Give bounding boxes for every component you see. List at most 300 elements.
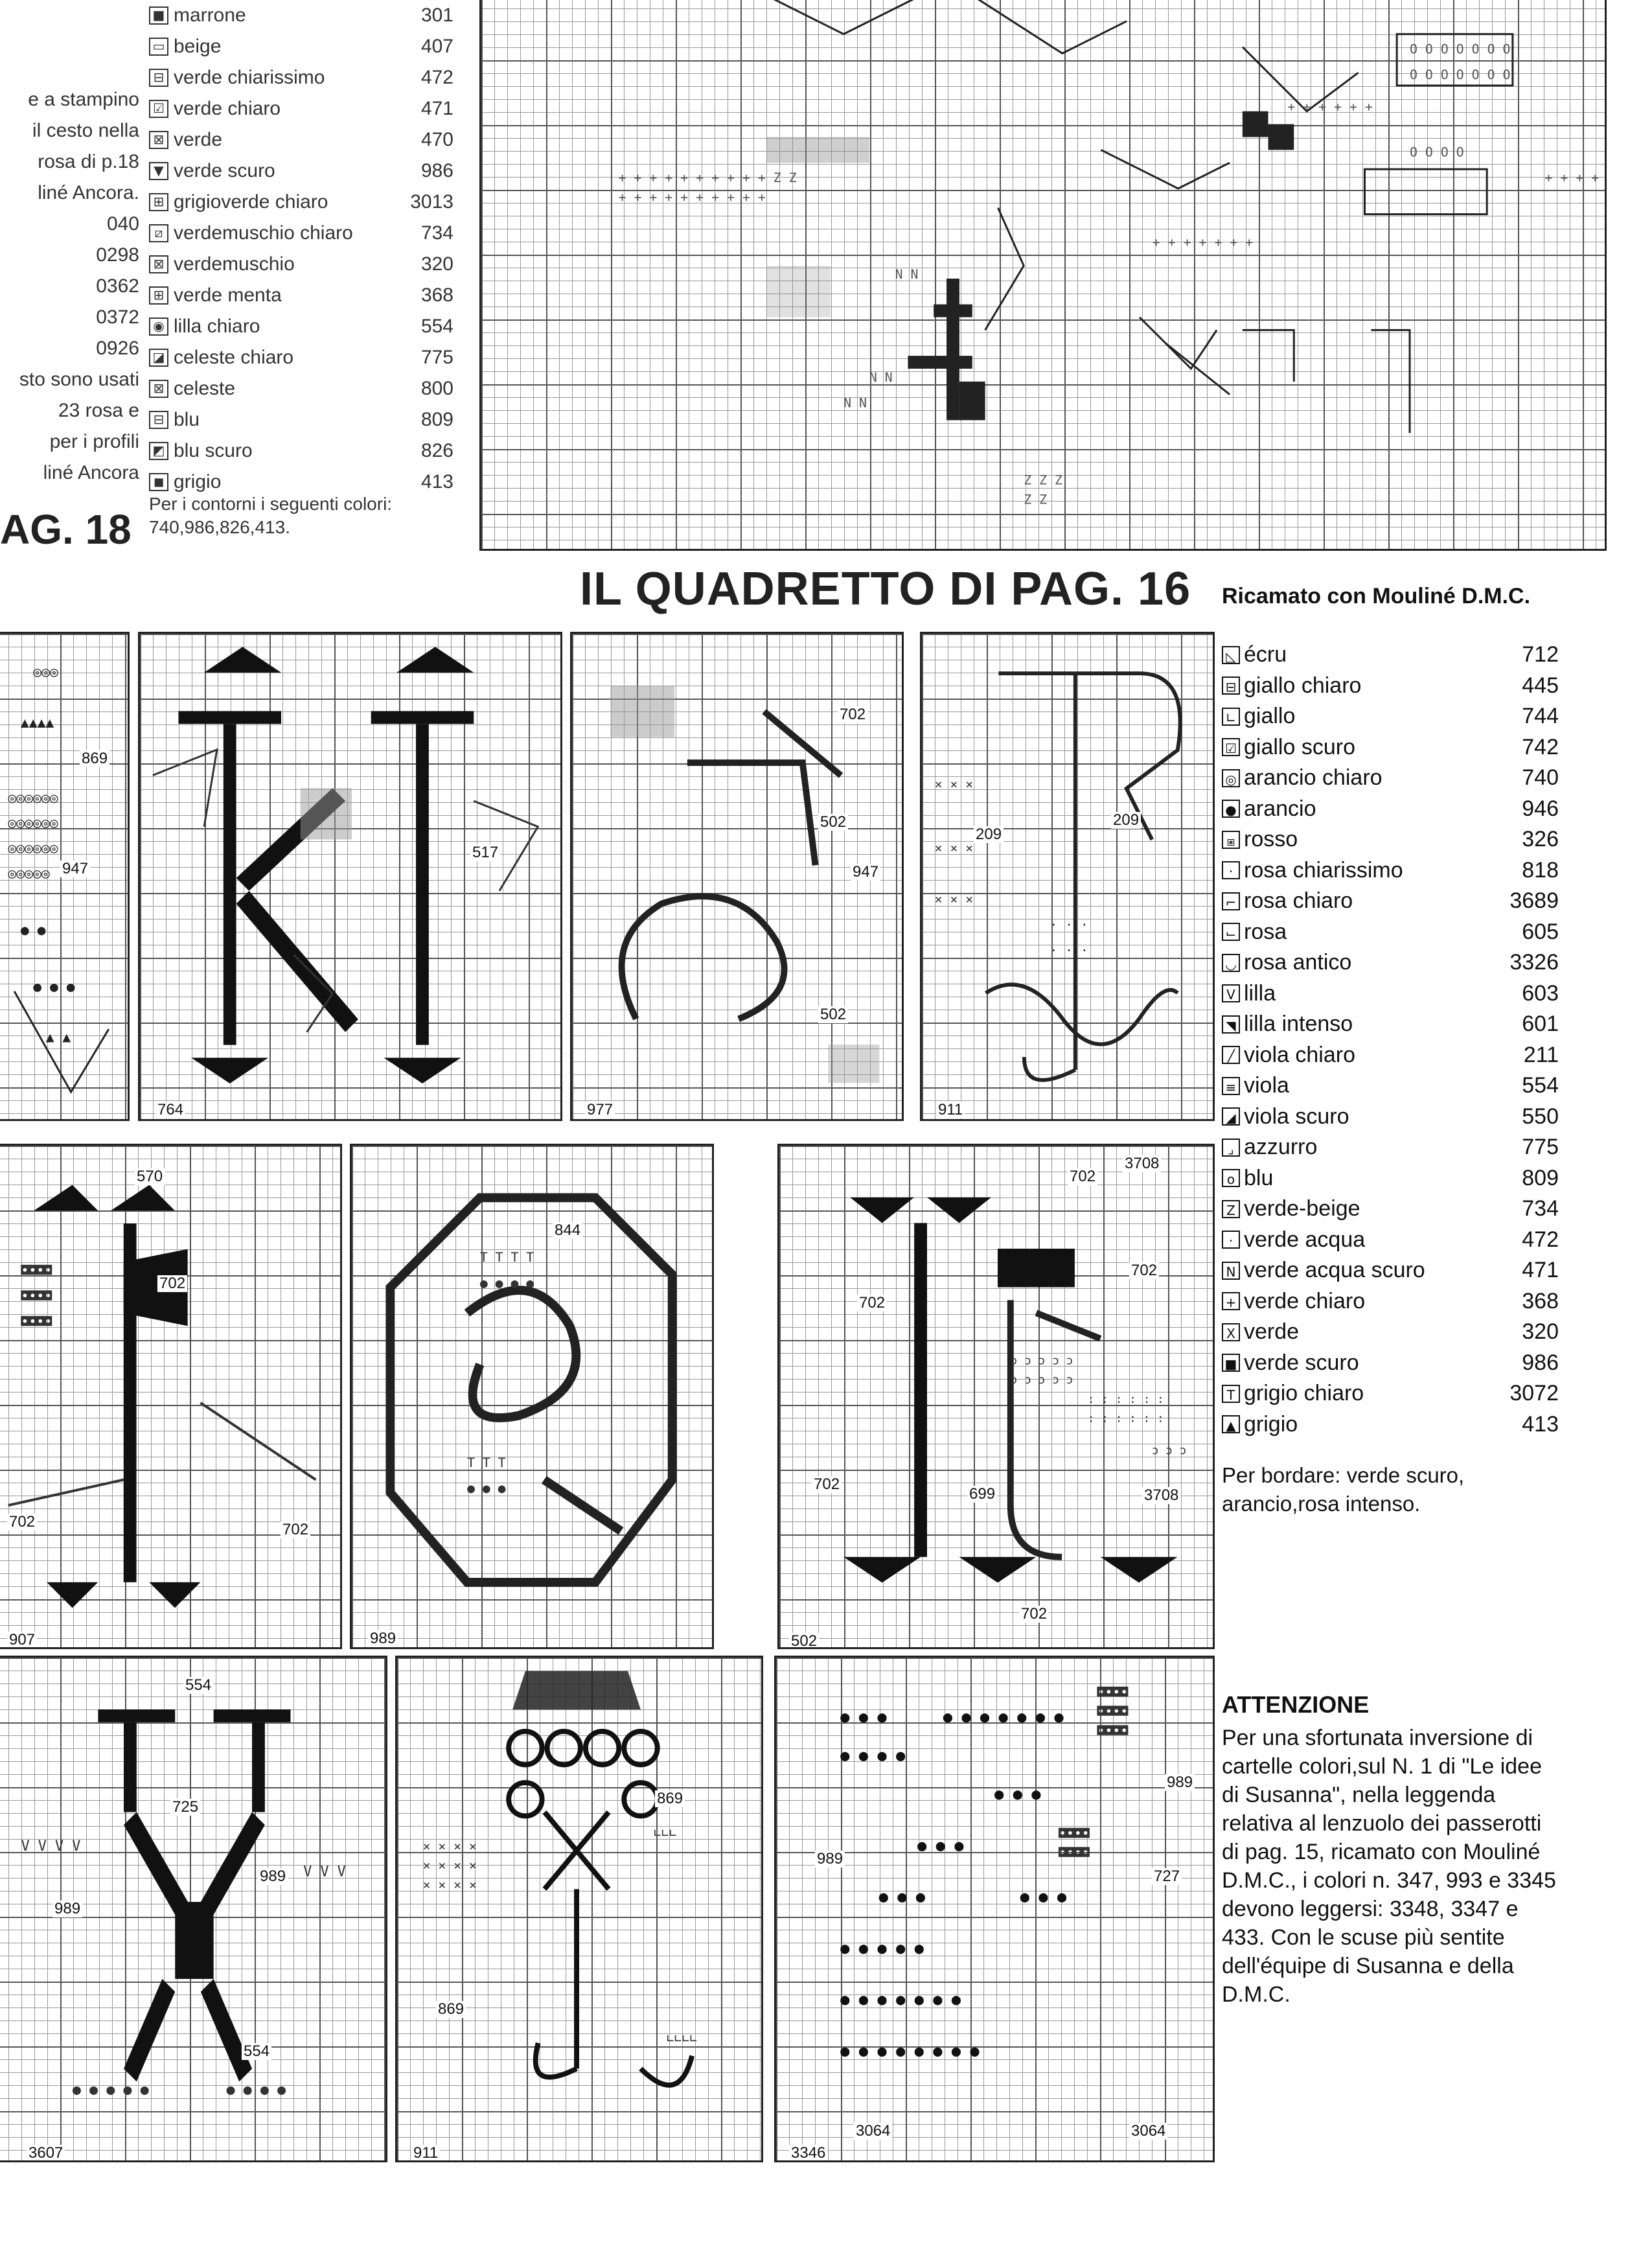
legend-color-name: verde chiarissimo — [174, 67, 325, 88]
svg-text:ɔ ɔ ɔ ɔ ɔ: ɔ ɔ ɔ ɔ ɔ — [1010, 1354, 1073, 1368]
legend-symbol-icon: ☑ — [149, 100, 168, 118]
chart-label: 517 — [470, 844, 500, 861]
legend-color-name: giallo scuro — [1244, 734, 1355, 759]
chart-label: 702 — [1068, 1168, 1097, 1185]
legend-color-number: 712 — [1522, 642, 1559, 667]
notice-title: ATTENZIONE — [1222, 1691, 1370, 1718]
legend-symbol-icon: V — [1222, 984, 1240, 1002]
svg-text:∟∟∟∟: ∟∟∟∟ — [666, 2031, 698, 2046]
svg-text:● ● ●: ● ● ● — [840, 1707, 887, 1726]
chart-label: 502 — [818, 1006, 848, 1023]
chart-label: 725 — [170, 1799, 200, 1816]
legend-color-name: giallo chiaro — [1244, 673, 1362, 698]
svg-text:: : : : : :: : : : : : : — [1087, 1392, 1164, 1406]
svg-text:O O O O: O O O O — [1410, 145, 1464, 160]
svg-text:● ● ●: ● ● ● — [917, 1836, 964, 1855]
legend-color-name: grigio — [174, 471, 222, 492]
left-fragment-line: rosa di p.18 — [38, 151, 139, 172]
legend-symbol-icon: ◉ — [149, 318, 168, 336]
legend-color-name: beige — [174, 36, 222, 57]
svg-text:× × × ×: × × × × — [422, 1838, 477, 1854]
legend-color-number: 368 — [420, 284, 453, 306]
legend-color-number: 368 — [1522, 1288, 1559, 1313]
svg-text:O O O O O O O: O O O O O O O — [1410, 41, 1511, 57]
legend-color-name: verde acqua — [1244, 1227, 1366, 1252]
chart-row1-d — [920, 632, 1215, 1121]
legend-color-number: 809 — [420, 409, 453, 430]
legend-symbol-icon: ⧄ — [149, 224, 168, 242]
legend-row — [1222, 947, 1559, 978]
svg-text:● ● ● ●: ● ● ● ● — [479, 1275, 534, 1291]
notice-body: Per una sfortunata inversione di cartelle colori,sul N. 1 di "Le idee di Susanna", nella leggenda relativa al lenzuolo dei passerotti di pag. 15, ricamato con Mouliné D.M.C., i colori n. 347, 993 e 3345 devono leggersi: 3348, 3347 e 433. Con le scuse più sentite dell'équipe di Susanna e della D.M.C. — [1222, 1726, 1556, 2007]
legend-row — [149, 373, 453, 404]
chart-row3-z-motif — [776, 1658, 1213, 2160]
right-legend-heading: Ricamato con Mouliné D.M.C. — [1222, 584, 1531, 608]
legend-color-number: 471 — [420, 98, 453, 119]
legend-color-name: lilla — [1244, 980, 1276, 1006]
legend-row — [1222, 701, 1559, 732]
svg-text:T T T T: T T T T — [479, 1250, 534, 1266]
chart-row1-g — [570, 632, 904, 1121]
svg-text:× × ×: × × × — [934, 892, 974, 907]
legend-symbol-icon: ⌙ — [1222, 923, 1240, 941]
legend-color-name: verde — [1244, 1319, 1300, 1345]
chart-label: 570 — [135, 1168, 165, 1185]
legend-symbol-icon: ◥ — [1222, 1015, 1240, 1034]
left-fragment-line: liné Ancora — [43, 462, 139, 483]
legend-row — [1222, 1194, 1559, 1225]
left-fragment-line: il cesto nella — [32, 120, 139, 141]
chart-row2-left — [0, 1144, 342, 1649]
legend-color-number: 554 — [1522, 1073, 1559, 1098]
chart-row1-d-motif — [922, 634, 1213, 1119]
chart-label: 702 — [1129, 1262, 1159, 1279]
left-fragment-line: 0298 — [96, 244, 139, 266]
legend-color-number: 470 — [420, 129, 453, 150]
legend-color-number: 603 — [1522, 980, 1559, 1006]
svg-text:N N: N N — [895, 266, 919, 282]
legend-color-number: 742 — [1522, 734, 1559, 759]
svg-text:N N: N N — [869, 369, 893, 385]
svg-text:O O O O O O O: O O O O O O O — [1410, 67, 1511, 83]
legend-color-number: 800 — [420, 378, 453, 399]
legend-symbol-icon: ⊞ — [149, 193, 168, 211]
chart-label: 702 — [7, 1514, 37, 1531]
legend-symbol-icon: ■ — [1222, 1354, 1240, 1372]
legend-color-number: 775 — [1522, 1135, 1559, 1160]
legend-symbol-icon: ⊠ — [149, 131, 168, 149]
chart-row3-t — [395, 1656, 763, 2162]
svg-text:T T T: T T T — [467, 1455, 506, 1470]
svg-text:◘◘◘◘: ◘◘◘◘ — [21, 1288, 52, 1304]
chart-label: 3708 — [1142, 1487, 1180, 1504]
legend-row — [1222, 917, 1559, 948]
left-fragment-line: per i profili — [49, 431, 139, 452]
legend-color-name: verde-beige — [1244, 1196, 1360, 1221]
legend-color-name: arancio chiaro — [1244, 765, 1382, 791]
svg-text:◘◘◘◘: ◘◘◘◘ — [1097, 1723, 1129, 1739]
chart-label: 3064 — [854, 2123, 892, 2140]
legend-row — [1222, 671, 1559, 702]
legend-row — [149, 124, 453, 156]
legend-color-number: 413 — [1522, 1411, 1559, 1437]
svg-text:◎◎◎: ◎◎◎ — [33, 664, 58, 681]
chart-label: 3607 — [27, 2145, 65, 2162]
chart-row3-t-motif — [397, 1658, 761, 2160]
legend-color-name: grigioverde chiaro — [174, 191, 328, 213]
svg-text:◘◘◘◘: ◘◘◘◘ — [1059, 1825, 1090, 1841]
legend-symbol-icon: N — [1222, 1262, 1240, 1280]
legend-row — [149, 31, 453, 62]
chart-label: 702 — [812, 1476, 842, 1493]
svg-text:× × ×: × × × — [934, 840, 974, 856]
chart-label: 702 — [281, 1521, 310, 1538]
legend-symbol-icon: ◼ — [149, 473, 168, 491]
chart-row2-j — [777, 1144, 1215, 1649]
legend-row — [1222, 1040, 1559, 1071]
legend-color-number: 744 — [1522, 704, 1559, 729]
svg-text:● ●: ● ● — [20, 922, 46, 939]
chart-row2-o-motif — [352, 1146, 712, 1647]
legend-color-number: 986 — [1522, 1350, 1559, 1375]
legend-symbol-icon: ⊠ — [149, 255, 168, 273]
legend-color-number: 3072 — [1509, 1381, 1559, 1406]
chart-label: 844 — [553, 1222, 582, 1239]
svg-text:◎◎◎◎◎◎: ◎◎◎◎◎◎ — [8, 815, 58, 832]
svg-text:▲ ▲: ▲ ▲ — [45, 1029, 71, 1046]
legend-color-number: 734 — [420, 222, 453, 244]
legend-symbol-icon: + — [1222, 1292, 1240, 1310]
left-fragment-line: 0362 — [96, 275, 139, 297]
legend-row — [1222, 1409, 1559, 1440]
legend-color-number: 472 — [420, 67, 453, 88]
chart-label: 989 — [258, 1868, 288, 1885]
legend-color-name: écru — [1244, 642, 1287, 667]
legend-color-number: 471 — [1522, 1258, 1559, 1283]
legend-color-number: 946 — [1522, 796, 1559, 821]
legend-color-name: rosa chiaro — [1244, 888, 1353, 914]
chart-label: 209 — [974, 826, 1004, 843]
top-chart-motif — [481, 0, 1605, 549]
legend-color-name: lilla chiaro — [174, 316, 260, 337]
legend-symbol-icon: ◎ — [1222, 769, 1240, 787]
left-fragment-line: liné Ancora. — [38, 182, 139, 203]
legend-color-number: 326 — [1522, 827, 1559, 852]
chart-label: 869 — [80, 750, 109, 767]
svg-text:● ● ●: ● ● ● — [1020, 1888, 1067, 1906]
legend-row — [1222, 1317, 1559, 1348]
svg-text:● ● ● ● ● ● ●: ● ● ● ● ● ● ● — [840, 1990, 961, 2009]
legend-color-number: 3689 — [1509, 888, 1559, 914]
chart-label: 699 — [967, 1486, 997, 1503]
legend-row — [1222, 1286, 1559, 1317]
legend-color-name: verdemuschio — [174, 253, 295, 275]
svg-text:● ● ●: ● ● ● — [994, 1785, 1041, 1803]
legend-symbol-icon: ◡ — [1222, 954, 1240, 972]
legend-color-name: arancio — [1244, 796, 1316, 821]
legend-color-name: blu — [174, 409, 200, 430]
legend-row — [149, 249, 453, 280]
legend-row — [149, 311, 453, 342]
legend-color-name: verde chiaro — [1244, 1288, 1366, 1313]
legend-symbol-icon: ◪ — [149, 349, 168, 367]
top-chart — [479, 0, 1607, 551]
legend-color-name: verde chiaro — [174, 98, 281, 119]
legend-row — [1222, 1378, 1559, 1409]
svg-text:+ + + + + +: + + + + + + — [1287, 99, 1373, 115]
legend-row — [1222, 640, 1559, 671]
svg-text:ɔ ɔ ɔ ɔ ɔ: ɔ ɔ ɔ ɔ ɔ — [1010, 1373, 1073, 1387]
chart-label: 907 — [7, 1632, 37, 1648]
svg-text:◘◘◘◘: ◘◘◘◘ — [21, 1314, 52, 1330]
svg-text:● ● ● ● ●: ● ● ● ● ● — [72, 2082, 149, 2099]
legend-color-name: verde scuro — [174, 160, 275, 181]
legend-symbol-icon: ● — [1222, 800, 1240, 818]
legend-color-name: verde scuro — [1244, 1350, 1359, 1375]
svg-text:V V V: V V V — [303, 1864, 346, 1880]
legend-symbol-icon: ◢ — [1222, 1107, 1240, 1126]
legend-color-name: grigio — [1244, 1411, 1298, 1437]
chart-label: 989 — [52, 1901, 82, 1917]
legend-row — [149, 187, 453, 218]
legend-color-name: blu scuro — [174, 440, 253, 461]
chart-label: 977 — [585, 1102, 615, 1118]
legend-row — [149, 62, 453, 93]
chart-label: 702 — [157, 1275, 187, 1292]
legend-row — [1222, 824, 1559, 855]
svg-text:+ + + + + + +: + + + + + + + — [1152, 235, 1254, 250]
legend-color-name: verde — [174, 129, 223, 150]
left-fragment-line: 23 rosa e — [58, 400, 139, 421]
legend-symbol-icon: ⌐ — [1222, 892, 1240, 910]
legend-row — [1222, 978, 1559, 1010]
svg-text:× × ×: × × × — [934, 776, 974, 792]
legend-color-name: giallo — [1244, 704, 1296, 729]
svg-text:◘◘◘◘: ◘◘◘◘ — [21, 1263, 52, 1278]
legend-row — [1222, 886, 1559, 917]
svg-text:Z Z Z: Z Z Z — [1024, 472, 1063, 488]
legend-color-number: 601 — [1522, 1012, 1559, 1037]
legend-row — [149, 404, 453, 435]
chart-label: 702 — [857, 1295, 887, 1312]
legend-symbol-icon: ⊟ — [149, 411, 168, 429]
chart-row3-z — [774, 1656, 1215, 2162]
legend-row — [149, 342, 453, 373]
chart-row2-o — [350, 1144, 714, 1649]
legend-symbol-icon: X — [1222, 1323, 1240, 1341]
chart-label: 947 — [851, 864, 880, 881]
svg-text:● ● ● ●: ● ● ● ● — [226, 2082, 286, 2099]
legend-color-number: 740 — [1522, 765, 1559, 791]
legend-symbol-icon: ▭ — [149, 38, 168, 56]
chart-label: 869 — [436, 2001, 466, 2018]
legend-row — [1222, 763, 1559, 794]
legend-color-name: rosa chiarissimo — [1244, 857, 1403, 883]
legend-symbol-icon: ⌟ — [1222, 1139, 1240, 1157]
legend-color-name: viola scuro — [1244, 1104, 1349, 1129]
legend-symbol-icon: Z — [1222, 1200, 1240, 1218]
chart-label: 3708 — [1123, 1155, 1161, 1172]
legend-color-name: celeste — [174, 378, 236, 399]
svg-text:Z Z: Z Z — [1024, 492, 1048, 507]
legend-color-number: 472 — [1522, 1227, 1559, 1252]
chart-label: 502 — [789, 1633, 819, 1649]
svg-text:● ● ●: ● ● ● — [878, 1888, 926, 1906]
chart-label: 702 — [1019, 1606, 1049, 1623]
svg-text:◎◎◎◎◎◎: ◎◎◎◎◎◎ — [8, 840, 58, 857]
legend-symbol-icon: ◺ — [1222, 646, 1240, 664]
svg-text:N N: N N — [843, 395, 867, 411]
legend-symbol-icon: o — [1222, 1169, 1240, 1187]
legend-row — [149, 280, 453, 311]
legend-symbol-icon: ▲ — [1222, 1415, 1240, 1433]
svg-text:◘◘◘◘: ◘◘◘◘ — [1097, 1704, 1129, 1719]
legend-symbol-icon: ⊟ — [149, 69, 168, 87]
chart-label: 554 — [242, 2043, 271, 2060]
svg-text:· · ·: · · · — [1050, 943, 1088, 958]
chart-row1-k — [138, 632, 562, 1121]
chart-label: 947 — [60, 861, 90, 877]
top-left-legend — [149, 0, 453, 498]
chart-row2-left-motif — [0, 1146, 340, 1647]
svg-text:▲▲▲▲: ▲▲▲▲ — [20, 714, 54, 731]
svg-text:+ + + + + + + + + +: + + + + + + + + + + — [618, 189, 766, 205]
legend-color-name: celeste chiaro — [174, 347, 294, 368]
legend-row — [149, 435, 453, 467]
legend-symbol-icon: ⊞ — [149, 286, 168, 305]
svg-text:● ● ●: ● ● ● — [467, 1481, 506, 1496]
legend-color-number: 550 — [1522, 1104, 1559, 1129]
legend-row — [1222, 732, 1559, 763]
legend-color-number: 605 — [1522, 919, 1559, 944]
legend-color-number: 775 — [420, 347, 453, 368]
page-title: IL QUADRETTO DI PAG. 16 — [580, 563, 1191, 615]
legend-color-name: rosa — [1244, 919, 1287, 944]
svg-text:: : : : : :: : : : : : : — [1087, 1411, 1164, 1426]
chart-label: 3064 — [1129, 2123, 1167, 2140]
legend-row — [149, 93, 453, 124]
svg-text:× × × ×: × × × × — [422, 1858, 477, 1873]
legend-symbol-icon: ≡ — [1222, 1077, 1240, 1095]
legend-row — [1222, 1348, 1559, 1379]
svg-text:∟∟∟: ∟∟∟ — [653, 1826, 677, 1842]
chart-label: 727 — [1152, 1868, 1182, 1885]
chart-label: 989 — [1165, 1774, 1195, 1791]
left-text-fragment — [0, 84, 139, 489]
chart-label: 989 — [815, 1851, 845, 1868]
chart-label: 702 — [838, 706, 867, 723]
legend-symbol-icon: ◩ — [149, 442, 168, 460]
legend-row — [1222, 1070, 1559, 1102]
legend-row — [1222, 1132, 1559, 1163]
legend-color-number: 211 — [1523, 1042, 1559, 1067]
chart-label: 502 — [818, 814, 848, 831]
chart-row2-j-motif — [779, 1146, 1213, 1647]
legend-row — [1222, 1102, 1559, 1133]
svg-text:ɔ ɔ ɔ: ɔ ɔ ɔ — [1151, 1444, 1187, 1458]
svg-text:+ + + + + + + + + + Z Z: + + + + + + + + + + Z Z — [618, 170, 797, 185]
legend-color-name: grigio chiaro — [1244, 1381, 1364, 1406]
left-fragment-line: 040 — [106, 213, 139, 235]
legend-color-number: 986 — [420, 160, 453, 181]
legend-color-number: 3326 — [1509, 950, 1559, 975]
svg-text:+ + + +: + + + + — [1544, 170, 1600, 185]
svg-text:◎◎◎◎◎◎: ◎◎◎◎◎◎ — [8, 790, 58, 807]
legend-row — [1222, 794, 1559, 825]
chart-label: 911 — [411, 2145, 440, 2162]
chart-label: 764 — [155, 1102, 185, 1118]
right-legend — [1222, 640, 1559, 1440]
legend-color-number: 554 — [420, 316, 453, 337]
legend-color-name: viola — [1244, 1073, 1289, 1098]
legend-symbol-icon: ■ — [149, 6, 168, 25]
left-fragment-line: 0372 — [96, 306, 139, 328]
chart-label: 3346 — [789, 2145, 827, 2162]
legend-row — [1222, 1255, 1559, 1286]
legend-symbol-icon: T — [1222, 1385, 1240, 1403]
legend-color-number: 320 — [420, 253, 453, 275]
legend-row — [1222, 1009, 1559, 1040]
svg-text:● ● ●: ● ● ● — [33, 978, 75, 995]
svg-text:V V V V: V V V V — [21, 1838, 81, 1855]
legend-color-name: verde acqua scuro — [1244, 1258, 1425, 1283]
legend-symbol-icon: ╱ — [1222, 1046, 1240, 1064]
svg-text:● ● ● ●: ● ● ● ● — [840, 1746, 906, 1765]
legend-symbol-icon: ∟ — [1222, 708, 1240, 726]
left-fragment-line: sto sono usati — [19, 369, 139, 390]
legend-color-name: rosa antico — [1244, 950, 1352, 975]
legend-symbol-icon: · — [1222, 861, 1240, 879]
legend-row — [149, 218, 453, 249]
left-fragment-line: 0926 — [96, 338, 139, 359]
legend-row — [1222, 1225, 1559, 1256]
page-reference: AG. 18 — [0, 506, 132, 553]
chart-label: 869 — [655, 1790, 685, 1807]
legend-symbol-icon: ☑ — [1222, 738, 1240, 756]
chart-label: 209 — [1111, 812, 1141, 829]
legend-color-name: marrone — [174, 5, 246, 26]
legend-color-number: 301 — [420, 5, 453, 26]
legend-symbol-icon: ⊠ — [149, 380, 168, 398]
legend-row — [149, 0, 453, 31]
legend-color-name: verdemuschio chiaro — [174, 222, 353, 244]
legend-symbol-icon: ⧆ — [1222, 831, 1240, 849]
legend-color-number: 320 — [1522, 1319, 1559, 1345]
left-fragment-line: e a stampino — [28, 89, 139, 110]
svg-text:× × × ×: × × × × — [422, 1877, 477, 1893]
svg-text:● ● ● ● ●: ● ● ● ● ● — [840, 1939, 924, 1958]
legend-color-number: 407 — [420, 36, 453, 57]
svg-text:● ● ● ● ● ● ● ●: ● ● ● ● ● ● ● ● — [840, 2041, 980, 2060]
legend-symbol-icon: ▼ — [149, 162, 168, 180]
svg-text:· · ·: · · · — [1050, 917, 1088, 932]
svg-text:◘◘◘◘: ◘◘◘◘ — [1097, 1684, 1129, 1700]
svg-text:◘◘◘◘: ◘◘◘◘ — [1059, 1845, 1090, 1860]
right-legend-footer: Per bordare: verde scuro, arancio,rosa intenso. — [1222, 1463, 1465, 1516]
legend-color-number: 3013 — [410, 191, 453, 213]
legend-color-name: blu — [1244, 1165, 1274, 1190]
chart-label: 989 — [368, 1630, 398, 1647]
chart-row1-k-motif — [140, 634, 560, 1119]
legend-color-name: viola chiaro — [1244, 1042, 1355, 1067]
top-left-legend-note: Per i contorni i seguenti colori: 740,986,826,413. — [149, 494, 393, 537]
svg-text:◎◎◎◎◎: ◎◎◎◎◎ — [8, 865, 50, 882]
legend-row — [149, 156, 453, 187]
chart-label: 911 — [936, 1102, 965, 1118]
legend-color-number: 818 — [1522, 857, 1559, 883]
chart-row1-left-fragment — [0, 632, 130, 1121]
legend-color-number: 734 — [1522, 1196, 1559, 1221]
